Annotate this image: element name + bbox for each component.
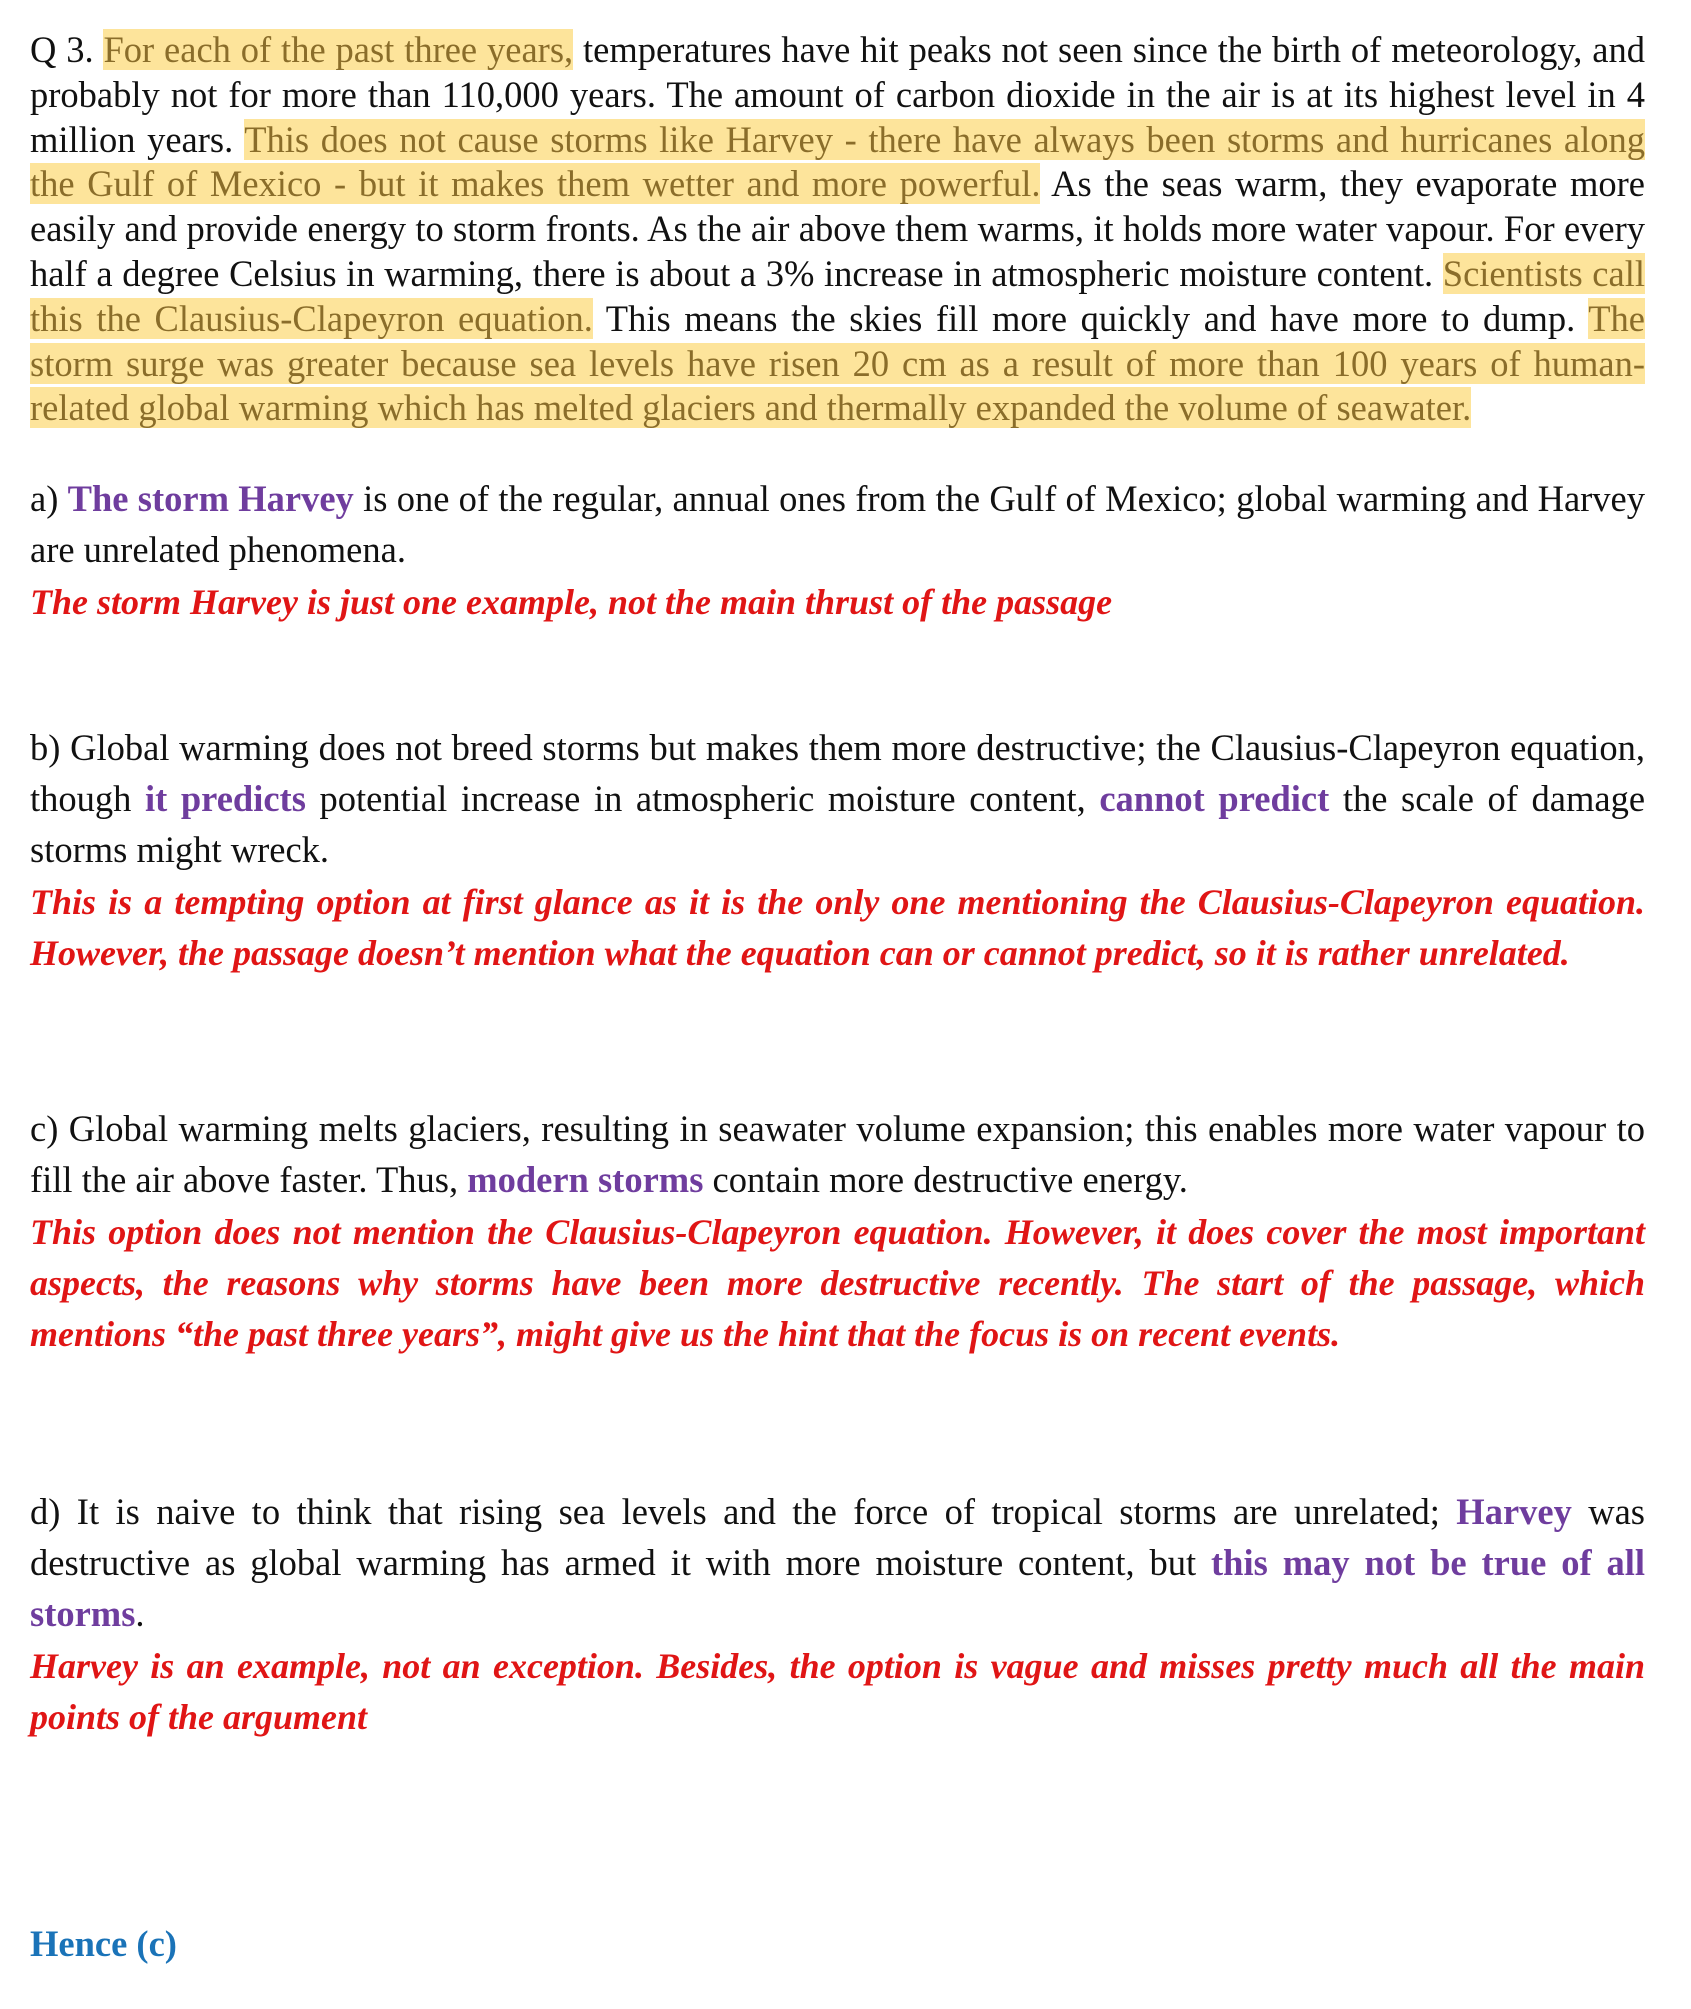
option-b-text-1: b) Global warming does not breed storms but makes them more destructive; the Clausius-Clapeyron equation, though: [30, 727, 1645, 820]
highlight-4: The storm surge was greater because sea levels have risen 20 cm as a result of more than 100 years of human-related global warming which has melted glaciers and thermally expanded the volume of seawater.: [30, 297, 1645, 429]
answer: Hence (c): [30, 1923, 177, 1964]
option-b-emphasis-1: it predicts: [145, 778, 306, 820]
passage-text-2: As the seas warm, they evaporate more easily and provide energy to storm fronts. As the air above them warms, it holds more water vapour. For every half a degree Celsius in warming, there is about a 3% increase in atmospheric moisture content.: [30, 163, 1645, 294]
option-a-text-1: is one of the regular, annual ones from the Gulf of Mexico; global warming and Harvey are unrelated phenomena.: [30, 478, 1646, 571]
passage-text-3: This means the skies fill more quickly and have more to dump.: [605, 297, 1576, 339]
option-b: [30, 722, 1645, 875]
option-d-text-3: .: [135, 1593, 145, 1635]
option-c: [30, 1103, 1645, 1205]
option-a-prefix: a): [30, 478, 59, 520]
option-d-emphasis-1: Harvey: [1456, 1491, 1572, 1533]
option-b-text-2: potential increase in atmospheric moisture content,: [319, 778, 1086, 820]
highlight-1: For each of the past three years,: [103, 29, 574, 70]
option-c-explanation: This option does not mention the Clausius-Clapeyron equation. However, it does cover the most important aspects, the reasons why storms have been more destructive recently. The start of the passage, which mentions “the past three years”, might give us the hint that the focus is on recent events.: [30, 1212, 1645, 1355]
option-b-emphasis-2: cannot predict: [1099, 778, 1330, 820]
question-number: Q 3.: [30, 29, 94, 70]
option-d-text-1: d) It is naive to think that rising sea levels and the force of tropical storms are unrelated;: [30, 1491, 1440, 1533]
highlight-2: This does not cause storms like Harvey - there have always been storms and hurricanes along the Gulf of Mexico - but it makes them wetter and more powerful.: [30, 118, 1645, 205]
passage-text-1: temperatures have hit peaks not seen since the birth of meteorology, and probably not for more than 110,000 years. The amount of carbon dioxide in the air is at its highest level in 4 million years.: [30, 29, 1646, 160]
option-d-explanation: Harvey is an example, not an exception. Besides, the option is vague and misses pretty much all the main points of the argument: [30, 1646, 1645, 1738]
passage: [30, 28, 1645, 431]
option-b-block: [30, 722, 1645, 979]
option-a-block: [30, 473, 1645, 628]
option-d-block: [30, 1486, 1645, 1743]
option-d: [30, 1486, 1645, 1639]
option-b-explanation: This is a tempting option at first glance as it is the only one mentioning the Clausius-Clapeyron equation. However, the passage doesn’t mention what the equation can or cannot predict, so it is rather unrelated.: [30, 882, 1645, 974]
option-a-emphasis-1: The storm Harvey: [67, 478, 354, 520]
option-c-text-2: contain more destructive energy.: [712, 1159, 1188, 1201]
option-d-text-2: was destructive as global warming has armed it with more moisture content, but: [30, 1491, 1646, 1584]
option-c-emphasis-1: modern storms: [467, 1159, 704, 1201]
option-a-explanation: The storm Harvey is just one example, not the main thrust of the passage: [30, 582, 1113, 623]
highlight-3: Scientists call this the Clausius-Clapeyron equation.: [30, 252, 1645, 339]
option-c-block: [30, 1103, 1645, 1360]
option-c-text-1: c) Global warming melts glaciers, resulting in seawater volume expansion; this enables more water vapour to fill the air above faster. Thus,: [30, 1108, 1645, 1201]
option-b-text-3: the scale of damage storms might wreck.: [30, 778, 1646, 871]
option-a: [30, 473, 1645, 575]
option-d-emphasis-2: this may not be true of all storms: [30, 1542, 1646, 1635]
